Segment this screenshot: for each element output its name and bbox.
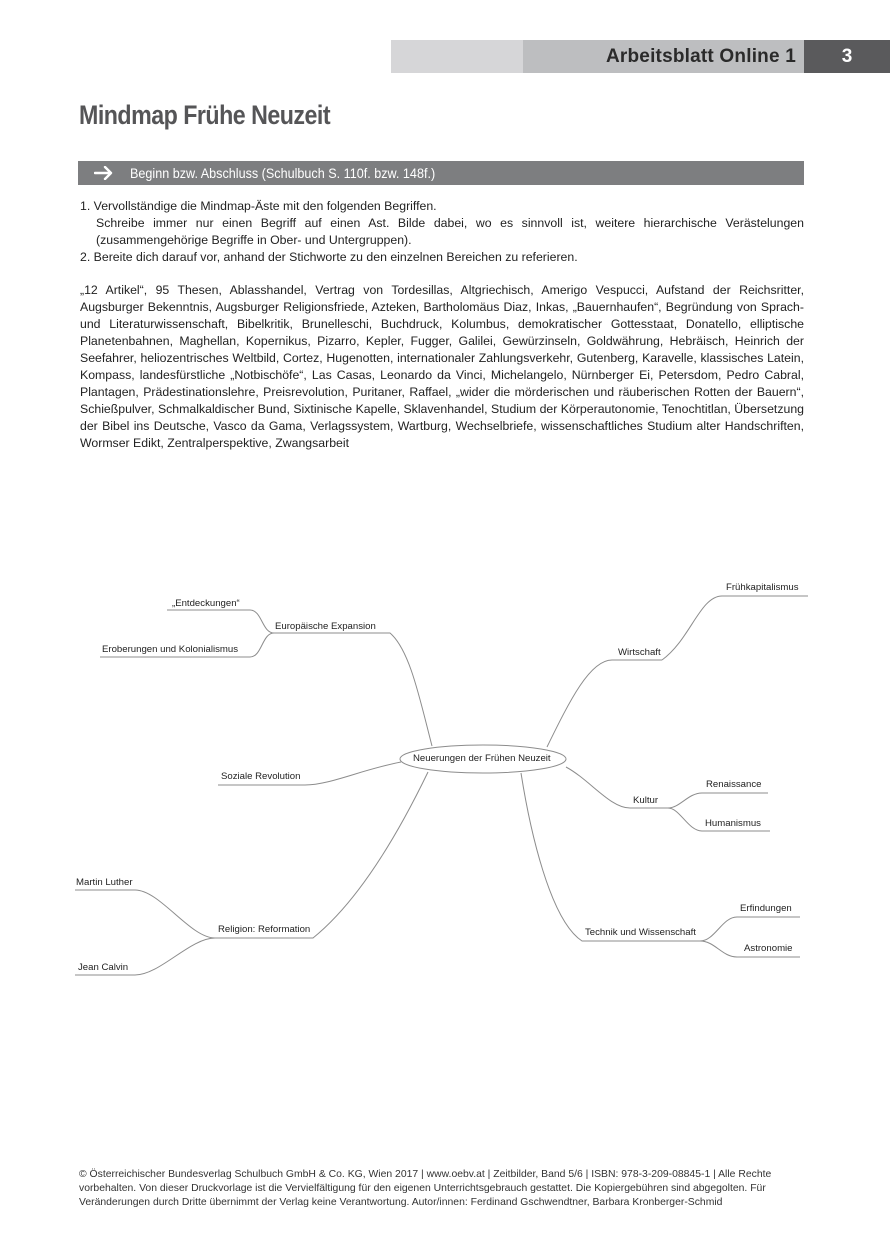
- section-bar-label: Beginn bzw. Abschluss (Schulbuch S. 110f. bzw. 148f.): [130, 165, 436, 181]
- instructions: [80, 198, 804, 266]
- branch-europaeische-expansion: Europäische Expansion: [275, 621, 376, 632]
- arrow-right-icon: [78, 166, 130, 180]
- branch-martin-luther: Martin Luther: [76, 877, 133, 888]
- section-bar: [78, 161, 804, 185]
- instruction-2: 2. Bereite dich darauf vor, anhand der Stichworte zu den einzelnen Bereichen zu referieren.: [80, 250, 578, 264]
- branch-religion: Religion: Reformation: [218, 924, 311, 935]
- branch-wirtschaft: Wirtschaft: [618, 647, 661, 658]
- instruction-1: 1. Vervollständige die Mindmap-Äste mit den folgenden Begriffen.: [80, 199, 437, 213]
- branch-astronomie: Astronomie: [744, 943, 793, 954]
- header-band: [523, 40, 804, 73]
- page-number: 3: [841, 45, 853, 67]
- page-number-box: [804, 40, 890, 73]
- worksheet-label: Arbeitsblatt Online 1: [605, 45, 796, 67]
- branch-fruehkapitalismus: Frühkapitalismus: [726, 582, 799, 593]
- branch-soziale-revolution: Soziale Revolution: [221, 771, 301, 782]
- branch-technik: Technik und Wissenschaft: [585, 927, 696, 938]
- page-title: Mindmap Frühe Neuzeit: [79, 100, 331, 130]
- branch-jean-calvin: Jean Calvin: [78, 962, 129, 973]
- terms-list: „12 Artikel“, 95 Thesen, Ablasshandel, Vertrag von Tordesillas, Altgriechisch, Amerigo Vespucci, Aufstand der Reichsritter, Augsburger Bekenntnis, Augsburger Religionsfriede, Azteken, Bartholomäus Diaz, Inkas, „Bauernhaufen“, Begründung von Sprach- und Literaturwissenschaft, Bibelkritik, Brunelleschi, Buchdruck, Kolumbus, demokratischer Gottesstaat, Donatello, elliptische Planetenbahnen, Maghellan, Kopernikus, Pizarro, Kepler, Fugger, Galilei, Gewürzinseln, Goldwährung, Hebräisch, Heinrich der Seefahrer, heliozentrisches Weltbild, Cortez, Hugenotten, internationaler Zahlungsverkehr, Gutenberg, Karavelle, klassisches Latein, Kompass, landesfürstliche „Notbischöfe“, Las Casas, Leonardo da Vinci, Michelangelo, Nürnberger Ei, Petersdom, Pedro Cabral, Plantagen, Prädestinationslehre, Preisrevolution, Puritaner, Raffael, „wider die mörderischen und räuberischen Rotten der Bauern“, Schießpulver, Schmalkaldischer Bund, Sixtinische Kapelle, Sklavenhandel, Studium der Körperautonomie, Tenochtitlan, Übersetzung der Bibel ins Deutsche, Vasco da Gama, Verlagssystem, Wartburg, Wechselbriefe, wissenschaftliches Studium alter Handschriften, Wormser Edikt, Zentralperspektive, Zwangsarbeit: [80, 283, 804, 450]
- branch-entdeckungen: „Entdeckungen“: [172, 598, 240, 609]
- branch-erfindungen: Erfindungen: [740, 903, 792, 914]
- mindmap-center: Neuerungen der Frühen Neuzeit: [413, 753, 551, 764]
- branch-humanismus: Humanismus: [705, 818, 761, 829]
- branch-renaissance: Renaissance: [706, 779, 762, 790]
- branch-kultur: Kultur: [633, 795, 659, 806]
- instruction-1-detail: Schreibe immer nur einen Begriff auf einen Ast. Bilde dabei, wo es sinnvoll ist, weitere hierarchische Verästelungen (zusammengehörige Begriffe in Ober- und Untergruppen).: [96, 216, 804, 247]
- header-band-light: [391, 40, 523, 73]
- copyright-footer: © Österreichischer Bundesverlag Schulbuch GmbH & Co. KG, Wien 2017 | www.oebv.at | Zeitbilder, Band 5/6 | ISBN: 978-3-209-08845-1 | Alle Rechte vorbehalten. Von dieser Druckvorlage ist die Vervielfältigung für den eigenen Unterrichtsgebrauch gestattet. Die Kopiergebühren sind abgegolten. Für Veränderungen durch Dritte übernimmt der Verlag keine Verantwortung. Autor/innen: Ferdinand Gschwendtner, Barbara Kronberger-Schmid: [79, 1169, 772, 1208]
- branch-eroberungen: Eroberungen und Kolonialismus: [102, 644, 238, 655]
